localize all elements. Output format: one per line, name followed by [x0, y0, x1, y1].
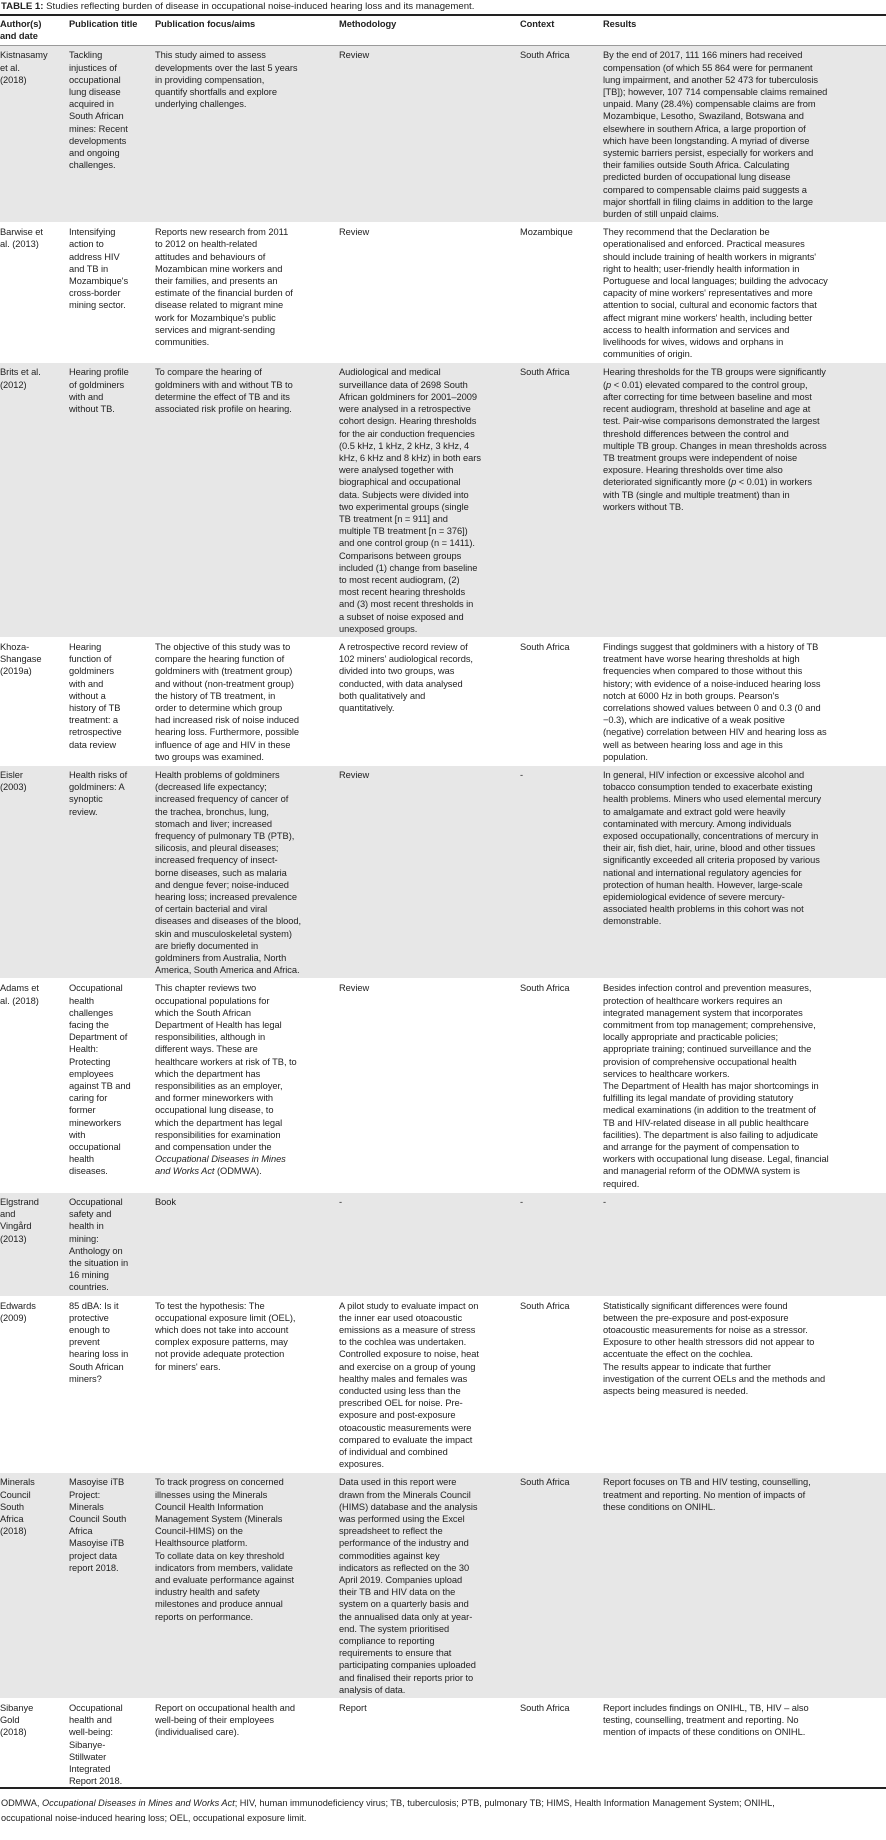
cell-author: Adams et al. (2018) — [0, 983, 39, 1006]
cell-results: Report includes findings on ONIHL, TB, HIV – also testing, counselling, treatment and reporting. No mention of impacts of these conditions on ONIHL. — [603, 1703, 809, 1738]
cell-text: This chapter reviews two occupational populations for which the South African Department of Health has legal responsibilities, although in different ways. These are healthcare workers at risk of TB, to which the department has responsibilities as an employer, and former mineworkers with occupational lung disease, to which the department has legal responsibilities for examination and compensation under the — [155, 983, 297, 1153]
footnote-text-rest: ; HIV, human immunodeficiency virus; TB, tuberculosis; PTB, pulmonary TB; HIMS, Health Information Management System; ONIHL, occupational noise-induced hearing loss; OEL, occupational exposure limit. — [1, 1798, 775, 1823]
cell-method: Review — [339, 46, 520, 223]
cell-author: Minerals Council South Africa (2018) — [0, 1473, 69, 1699]
cell-results: Statistically significant differences were found between the pre-exposure and post-exposure otoacoustic measurements for noise as a stressor. Exposure to other health stressors did not appear to accentuate the effect on the cochlea. The results appear to indicate that further investigation of the current OELs and the methods and aspects being measured is needed. — [603, 1300, 826, 1396]
cell-method: Audiological and medical surveillance data of 2698 South African goldminers for 2001–2009 were analysed in a retrospective cohort design. Hearing thresholds for the air conduction frequencies (0.5 kHz, 1 kHz, 2 kHz, 3 kHz, 4 kHz, 6 kHz and 8 kHz) in both ears were analysed together with biographical and occupational data. Subjects were divided into two experimental groups (single TB treatment [n = 911] and multiple TB treatment [n = 376]) and one control group (n = 1411). Comparisons between groups included (1) change from baseline to most recent audiogram, (2) most recent hearing thresholds and (3) most recent thresholds in a subset of noise exposed and unexposed groups. — [339, 363, 520, 637]
header-focus: Publication focus/aims — [155, 19, 256, 29]
cell-method: A pilot study to evaluate impact on the inner ear used otoacoustic emissions as a measure of stress to the cochlea was undertaken. Controlled exposure to noise, heat and exercise on a group of young healthy males and females was conducted using less than the prescribed OEL for noise. Pre- exposure and post-exposure otoacoustic measurements were compared to evaluate the impact of individual and combined exposures. — [339, 1300, 479, 1470]
cell-results — [603, 363, 886, 637]
cell-results: In general, HIV infection or excessive alcohol and tobacco consumption tended to exacerbate existing health problems. Miners who used elemental mercury to amalgamate and extract gold were heavily contaminated with mercury. Among individuals exposed occupationally, concentrations of mercury in their air, fish diet, hair, urine, blood and other tissues significantly exceeded all criteria proposed by various national and international regulatory agencies for protection of human health. However, large-scale epidemiological evidence of severe mercury- associated health problems in this cohort was not demonstrable. — [603, 765, 886, 978]
cell-context: - — [520, 765, 603, 978]
header-row — [0, 16, 886, 46]
table-caption — [1, 1, 474, 13]
table-body — [0, 46, 886, 1790]
table-row — [0, 223, 886, 363]
cell-context: South Africa — [520, 983, 570, 994]
cell-method: Review — [339, 765, 520, 978]
cell-context: South Africa — [520, 1300, 570, 1311]
cell-author: Barwise et al. (2013) — [0, 227, 43, 250]
cell-author: Elgstrand and Vingård (2013) — [0, 1192, 69, 1296]
header-context: Context — [520, 19, 555, 29]
header-methodology: Methodology — [339, 19, 397, 29]
cell-focus: To compare the hearing of goldminers with and without TB to determine the effect of TB and its associated risk profile on hearing. — [155, 363, 339, 637]
cell-context: South Africa — [520, 46, 603, 223]
table-caption-text: Studies reflecting burden of disease in occupational noise-induced hearing loss and its management. — [43, 1, 475, 12]
header-results: Results — [603, 19, 637, 29]
cell-context: Mozambique — [520, 227, 573, 238]
table-label: TABLE 1: — [1, 1, 44, 12]
cell-context: South Africa — [520, 1473, 603, 1699]
cell-title: Occupational health challenges facing the Department of Health: Protecting employees against TB and caring for former mineworkers with occupational health diseases. — [69, 983, 131, 1177]
cell-focus: The objective of this study was to compare the hearing function of goldminers with (treatment group) and without (non-treatment group) the history of TB treatment, in order to determine which group had increased risk of noise induced hearing loss. Furthermore, possible influence of age and HIV in these two groups was examined. — [155, 641, 299, 762]
italic-text: Occupational Diseases in Mines and Works Act — [155, 1154, 286, 1177]
table-row — [0, 1699, 886, 1790]
cell-focus: This study aimed to assess developments over the last 5 years in providing compensation, quantify shortfalls and explore underlying challenges. — [155, 46, 339, 223]
cell-results: - — [603, 1192, 886, 1296]
bottom-rule — [0, 1787, 886, 1789]
footnote-italic: Occupational Diseases in Mines and Works Act — [42, 1798, 235, 1808]
cell-method: Report — [339, 1703, 367, 1714]
cell-results: Report focuses on TB and HIV testing, counselling, treatment and reporting. No mention of impacts of these conditions on ONIHL. — [603, 1473, 886, 1699]
table-row — [0, 1192, 886, 1296]
cell-results: By the end of 2017, 111 166 miners had received compensation (of which 55 864 were for permanent lung impairment, and another 52 473 for tuberculosis [TB]); however, 107 714 compensable claims remained unpaid. Many (28.4%) compensable claims are from Mozambique, Lesotho, Swaziland, Botswana and elsewhere in southern Africa, a large proportion of which have been longstanding. A myriad of diverse systemic barriers persist, especially for workers and their families outside South Africa. Calculating predicted burden of occupational lung disease compared to compensable claims paid suggests a major shortfall in filing claims in addition to the large burden of still unpaid claims. — [603, 46, 886, 223]
cell-focus: Reports new research from 2011 to 2012 on health-related attitudes and behaviours of Mozambican mine workers and their families, and presents an estimate of the financial burden of disease related to migrant mine work for Mozambique's public services and migrant-sending communities. — [155, 227, 293, 348]
cell-title: Masoyise iTB Project: Minerals Council South Africa Masoyise iTB project data report 2018. — [69, 1473, 155, 1699]
table-row — [0, 1473, 886, 1699]
cell-context: South Africa — [520, 641, 570, 652]
cell-title: Hearing function of goldminers with and without a history of TB treatment: a retrospective data review — [69, 641, 122, 750]
cell-author: Eisler (2003) — [0, 765, 69, 978]
table-row — [0, 363, 886, 637]
cell-text: Hearing thresholds for the TB groups were significantly ( — [603, 367, 826, 390]
cell-focus: Book — [155, 1192, 339, 1296]
table-footnote — [1, 1796, 775, 1826]
cell-focus: To track progress on concerned illnesses using the Minerals Council Health Information Management System (Minerals Council-HIMS) on the Healthsource platform. To collate data on key threshold indicators from members, validate and evaluate performance against industry health and safety milestones and produce annual reports on performance. — [155, 1473, 339, 1699]
cell-method: Review — [339, 983, 370, 994]
cell-title: Health risks of goldminers: A synoptic review. — [69, 765, 155, 978]
cell-text: < 0.01) in workers with TB (single and multiple treatment) than in workers without TB. — [603, 477, 812, 512]
cell-text: < 0.01) elevated compared to the control group, after correcting for time between baseline and most recent audiogram, threshold at baseline and age at test. Pair-wise comparisons demonstrated the largest threshold differences between the control and multiple TB group. Changes in mean thresholds across TB treatment groups were independent of noise exposure. Hearing thresholds over time also deteriorated significantly more ( — [603, 379, 827, 488]
cell-context: South Africa — [520, 363, 603, 637]
header-author: Author(s) and date — [0, 19, 42, 42]
cell-focus: To test the hypothesis: The occupational exposure limit (OEL), which does not take into account complex exposure patterns, may not provide adequate protection for miners' ears. — [155, 1300, 296, 1372]
italic-text: p — [606, 379, 612, 390]
cell-title: Hearing profile of goldminers with and without TB. — [69, 363, 155, 637]
table-row — [0, 765, 886, 978]
cell-focus: Health problems of goldminers (decreased life expectancy; increased frequency of cancer of the trachea, bronchus, lung, stomach and liver; increased frequency of pulmonary TB (PTB), silicosis, and pleural diseases; increased frequency of insect- borne diseases, such as malaria and dengue fever; noise-induced hearing loss; increased prevalence of certain bacterial and viral diseases and diseases of the blood, skin and musculoskeletal system) are briefly documented in goldminers from Australia, North America, South America and Africa. — [155, 765, 339, 978]
studies-table — [0, 16, 886, 1790]
cell-results: Findings suggest that goldminers with a history of TB treatment have worse hearing thresholds at high frequencies when compared to those without this history; with evidence of a noise-induced hearing loss notch at 6000 Hz in both groups. Pearson's correlations showed values between 0 and 0.3 (0 and −0.3), which are indicative of a weak positive (negative) correlation between HIV and hearing loss as well as between hearing loss and age in this population. — [603, 641, 827, 762]
cell-method: - — [339, 1192, 520, 1296]
cell-author: Khoza- Shangase (2019a) — [0, 641, 42, 677]
cell-context: South Africa — [520, 1703, 570, 1714]
cell-author: Brits et al. (2012) — [0, 363, 69, 637]
cell-context: - — [520, 1192, 603, 1296]
cell-method: Review — [339, 227, 370, 238]
cell-author: Kistnasamy et al. (2018) — [0, 46, 69, 223]
cell-title: Occupational health and well-being: Sibanye- Stillwater Integrated Report 2018. — [69, 1703, 123, 1787]
cell-results: They recommend that the Declaration be operationalised and enforced. Practical measures should include training of health workers in migrants' right to health; user-friendly health information in Portuguese and local languages; building the advocacy capacity of mine workers' representatives and more attention to social, cultural and economic factors that affect migrant mine workers' health, including better access to health information and services and livelihoods for wives, widows and orphans in communities of origin. — [603, 227, 828, 360]
cell-text: (ODMWA). — [214, 1166, 262, 1177]
cell-title: 85 dBA: Is it protective enough to prevent hearing loss in South African miners? — [69, 1300, 129, 1384]
table-row — [0, 979, 886, 1192]
header-title: Publication title — [69, 19, 138, 29]
table-row — [0, 46, 886, 223]
cell-title: Intensifying action to address HIV and TB in Mozambique's cross-border mining sector. — [69, 227, 129, 311]
table-row — [0, 1296, 886, 1473]
cell-method: Data used in this report were drawn from the Minerals Council (HIMS) database and the analysis was performed using the Excel spreadsheet to reflect the performance of the industry and commodities against key indicators as reflected on the 30 April 2019. Companies upload their TB and HIV data on the system on a quarterly basis and the annualised data only at year- end. The system prioritised compliance to reporting requirements to ensure that participating companies uploaded and finalised their reports prior to analysis of data. — [339, 1473, 520, 1699]
italic-text: p — [731, 477, 737, 488]
cell-author: Edwards (2009) — [0, 1300, 36, 1323]
cell-focus: Report on occupational health and well-being of their employees (individualised care). — [155, 1703, 295, 1738]
cell-method: A retrospective record review of 102 miners' audiological records, divided into two groups, was conducted, with data analysed both qualitatively and quantitatively. — [339, 641, 473, 713]
cell-author: Sibanye Gold (2018) — [0, 1703, 34, 1738]
table-row — [0, 637, 886, 765]
cell-results: Besides infection control and prevention measures, protection of healthcare workers requires an integrated management system that incorporates commitment from top management; comprehensive, locally appropriate and practicable policies; appropriate training; continued surveillance and the provision of comprehensive occupational health services to healthcare workers. The Department of Health has major shortcomings in fulfilling its legal mandate of providing statutory medical examinations (in addition to the treatment of TB and HIV-related disease in all public healthcare facilities). The department is also failing to adjudicate and arrange for the payment of compensation to workers with occupational lung disease. Legal, financial and managerial reform of the ODMWA system is required. — [603, 983, 829, 1189]
cell-title: Tackling injustices of occupational lung disease acquired in South African mines: Recent developments and ongoing challenges. — [69, 46, 155, 223]
footnote-text: ODMWA, — [1, 1798, 42, 1808]
cell-focus — [155, 979, 339, 1192]
cell-title: Occupational safety and health in mining: Anthology on the situation in 16 mining countries. — [69, 1192, 155, 1296]
